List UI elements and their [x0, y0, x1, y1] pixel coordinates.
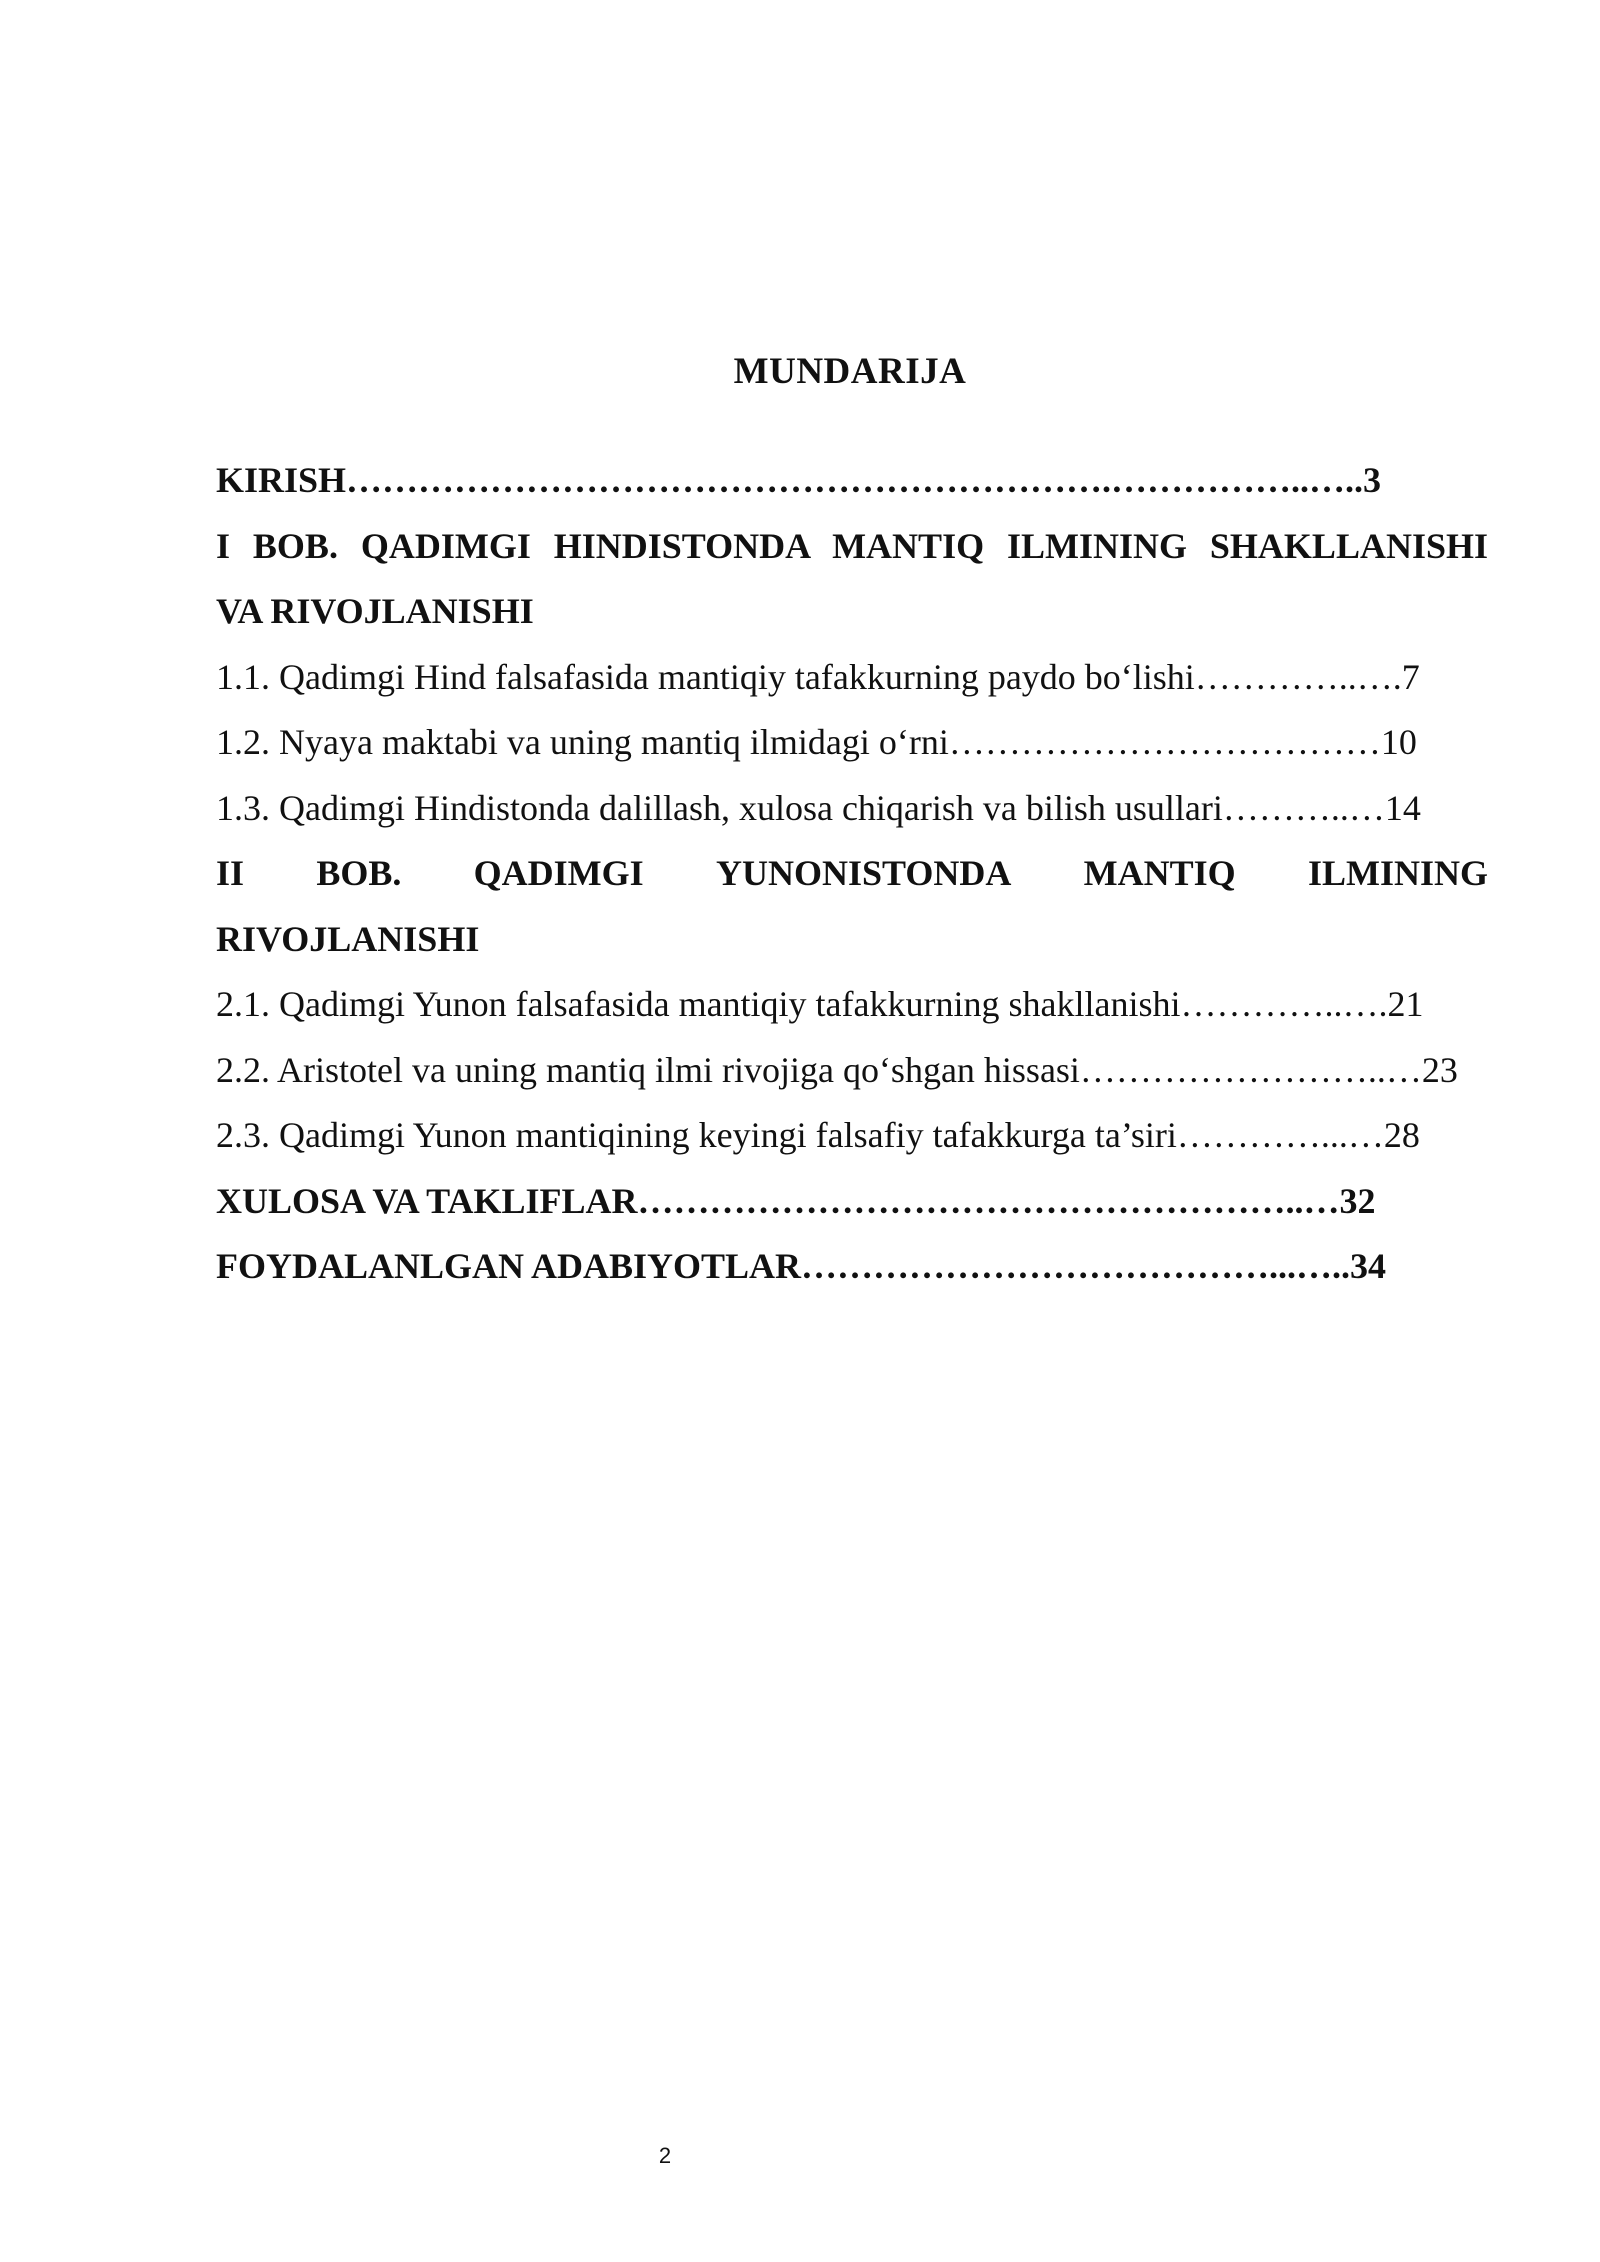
table-of-contents	[216, 448, 1488, 1300]
page-title: MUNDARIJA	[733, 351, 967, 392]
toc-chapter-2-word: QADIMGI	[473, 853, 644, 893]
toc-chapter-1-title-line-2: VA RIVOJLANISHI	[216, 591, 534, 631]
toc-entry-introduction: KIRISH……………………………………………………….……………..…..3	[216, 460, 1382, 500]
toc-section-1-3: 1.3. Qadimgi Hindistonda dalillash, xulosa chiqarish va bilish usullari………..…14	[216, 787, 1421, 828]
toc-entry-conclusion: XULOSA VA TAKLIFLAR………………………………………………..…32	[216, 1180, 1376, 1221]
toc-chapter-2-title-line-1	[216, 841, 1488, 907]
toc-chapter-1-title-line-1: I BOB. QADIMGI HINDISTONDA MANTIQ ILMINING SHAKLLANISHI	[216, 525, 1488, 566]
toc-chapter-2-word: BOB.	[316, 853, 402, 893]
toc-chapter-2-word: YUNONISTONDA	[715, 853, 1012, 893]
toc-chapter-2-word: II	[216, 853, 245, 893]
toc-chapter-2-title-line-2: RIVOJLANISHI	[216, 918, 480, 959]
page-number: 2	[658, 2143, 672, 2168]
toc-section-1-1: 1.1. Qadimgi Hind falsafasida mantiqiy tafakkurning paydo bo‘lishi…………..….7	[216, 656, 1420, 697]
toc-section-2-1: 2.1. Qadimgi Yunon falsafasida mantiqiy tafakkurning shakllanishi…………..….21	[216, 984, 1424, 1024]
toc-section-2-2: 2.2. Aristotel va uning mantiq ilmi rivojiga qo‘shgan hissasi……………………..…23	[216, 1049, 1458, 1090]
toc-chapter-2-word: MANTIQ	[1083, 853, 1236, 893]
toc-section-1-2: 1.2. Nyaya maktabi va uning mantiq ilmidagi o‘rni………………………………10	[216, 722, 1417, 762]
toc-entry-references: FOYDALANLGAN ADABIYOTLAR…………………………………...…..34	[216, 1246, 1387, 1286]
toc-chapter-2-word: ILMINING	[1307, 853, 1488, 893]
toc-section-2-3: 2.3. Qadimgi Yunon mantiqining keyingi falsafiy tafakkurga ta’siri…………...…28	[216, 1115, 1420, 1155]
